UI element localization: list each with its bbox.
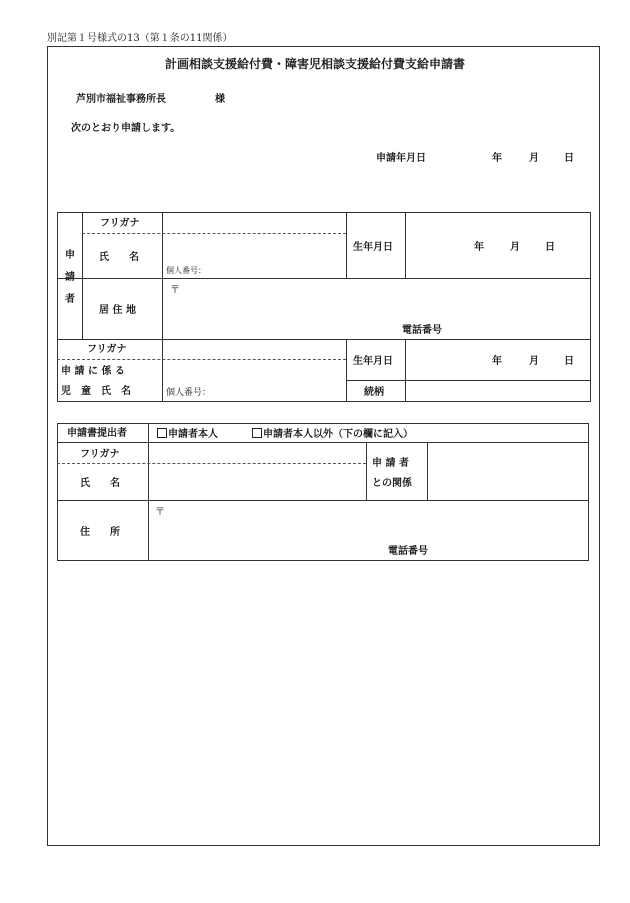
child-label-line1: 申 請 に 係 る <box>61 366 125 377</box>
applicant-address-label: 居 住 地 <box>99 305 136 316</box>
child-birth-month: 月 <box>529 356 539 367</box>
date-month: 月 <box>529 153 539 164</box>
submitter-label: 申請書提出者 <box>67 428 127 439</box>
applicant-postal-mark: 〒 <box>170 285 180 296</box>
submitter-option-self-label: 申請者本人 <box>168 429 218 440</box>
form-title: 計画相談支援給付費・障害児相談支援給付費支給申請書 <box>164 57 465 71</box>
submitter-option-self[interactable] <box>157 428 218 441</box>
child-birth-year: 年 <box>492 356 502 367</box>
date-year: 年 <box>492 153 502 164</box>
submitter-relation-line2: との関係 <box>372 478 412 489</box>
addressee: 芦別市福祉事務所長 <box>76 94 166 105</box>
submitter-address-label: 住 所 <box>80 527 120 538</box>
applicant-birth-label: 生年月日 <box>353 242 393 253</box>
applicant-label-1: 申 <box>65 250 75 261</box>
submitter-furigana-label: フリガナ <box>80 449 120 460</box>
checkbox-other[interactable] <box>252 428 262 438</box>
checkbox-self[interactable] <box>157 428 167 438</box>
submitter-name-label: 氏 名 <box>80 478 120 489</box>
submitter-option-other-label: 申請者本人以外（下の欄に記入） <box>263 429 413 440</box>
applicant-label-2: 請 <box>65 272 75 283</box>
honorific: 様 <box>215 94 225 105</box>
applicant-table <box>57 212 591 402</box>
child-label-line2: 児 童 氏 名 <box>61 386 131 397</box>
form-reference: 別記第１号様式の13（第１条の11関係） <box>47 33 233 44</box>
applicant-birth-year: 年 <box>474 242 484 253</box>
submitter-option-other[interactable] <box>252 428 413 441</box>
submitter-postal-mark: 〒 <box>155 507 165 518</box>
date-day: 日 <box>564 153 574 164</box>
applicant-birth-month: 月 <box>510 242 520 253</box>
child-birth-day: 日 <box>564 356 574 367</box>
application-date-label: 申請年月日 <box>376 153 426 164</box>
child-personal-number-label: 個人番号： <box>166 388 212 398</box>
applicant-personal-number-label: 個人番号： <box>166 266 206 275</box>
applicant-label-3: 者 <box>65 294 75 305</box>
child-relation-label: 続柄 <box>364 387 384 398</box>
application-statement: 次のとおり申請します。 <box>71 123 181 134</box>
applicant-phone-label: 電話番号 <box>402 325 442 336</box>
submitter-phone-label: 電話番号 <box>388 546 428 557</box>
applicant-name-label: 氏 名 <box>99 252 139 263</box>
child-furigana-label: フリガナ <box>87 344 127 355</box>
child-birth-label: 生年月日 <box>353 356 393 367</box>
applicant-birth-day: 日 <box>545 242 555 253</box>
applicant-furigana-label: フリガナ <box>100 218 140 229</box>
submitter-table <box>57 423 589 561</box>
submitter-relation-line1: 申 請 者 <box>372 458 409 469</box>
